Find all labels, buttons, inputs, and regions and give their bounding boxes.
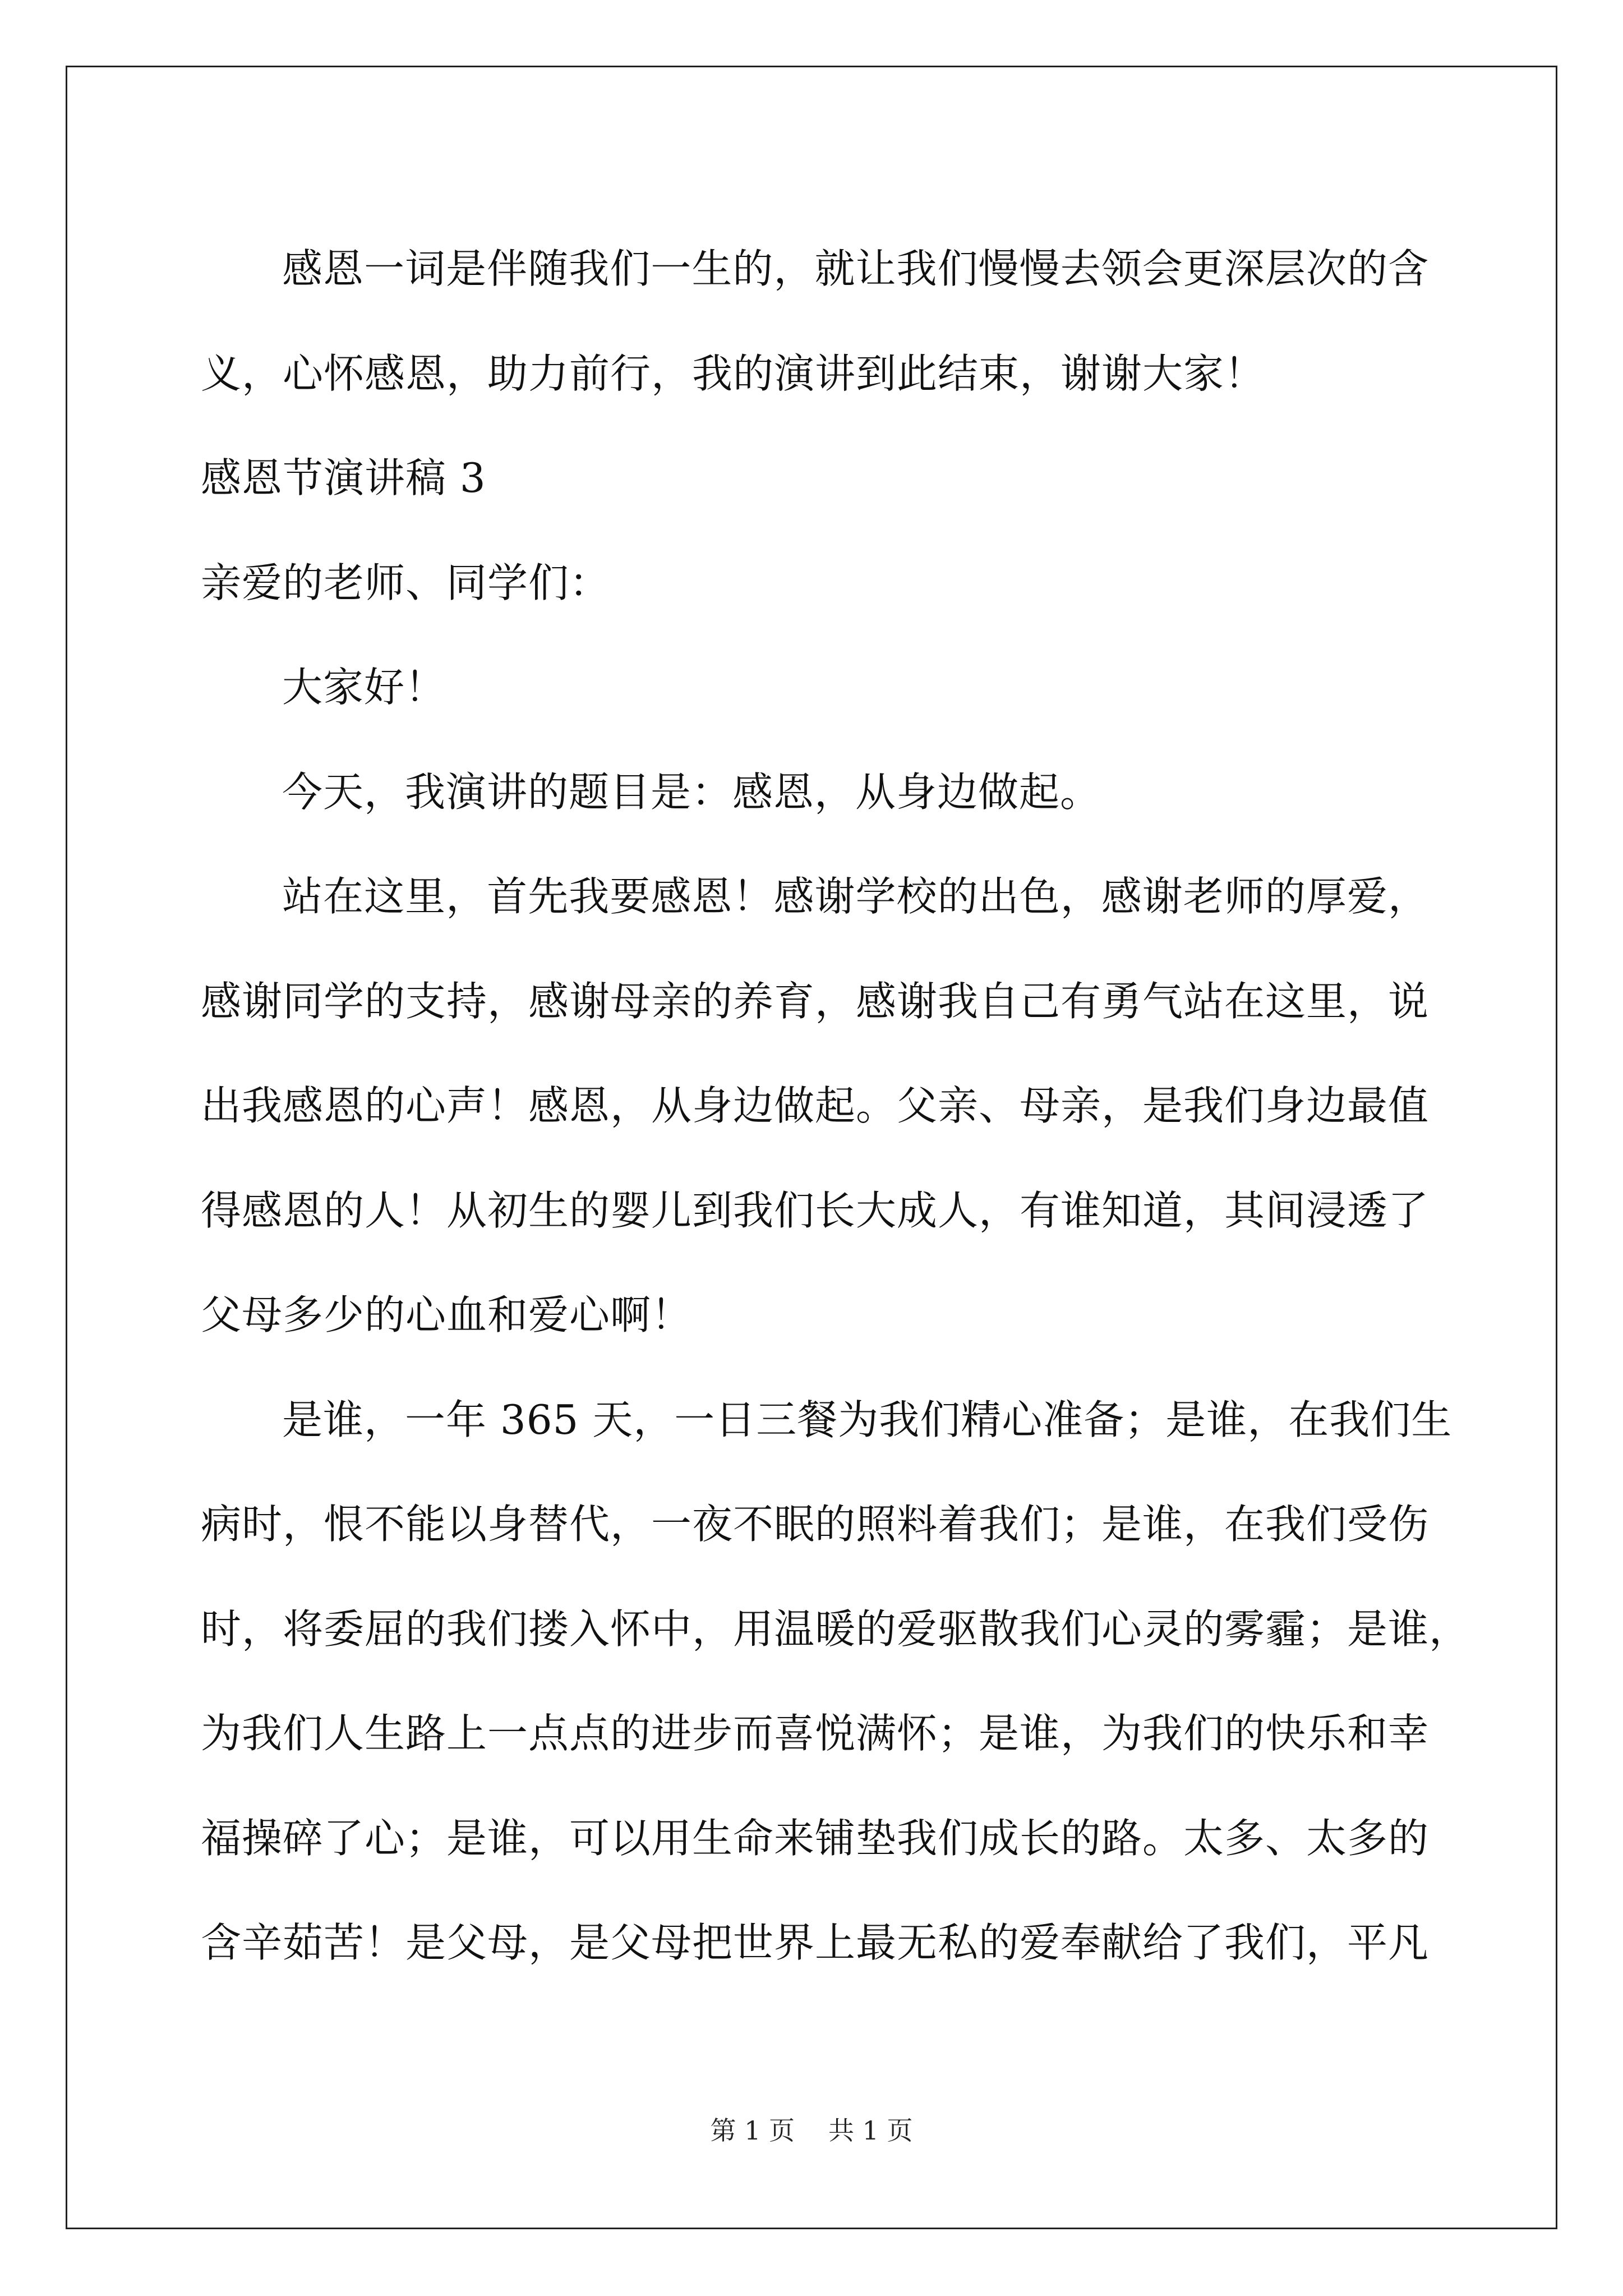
text-line-salutation: 亲爱的老师、同学们： bbox=[201, 559, 611, 606]
document-body bbox=[201, 217, 1470, 1995]
text-line-p3-l5: 福操碎了心；是谁，可以用生命来铺垫我们成长的路。太多、太多的 bbox=[201, 1814, 1430, 1862]
text-line-p1-l2: 义，心怀感恩，助力前行，我的演讲到此结束，谢谢大家！ bbox=[201, 349, 1266, 397]
text-line-p3-l4: 为我们人生路上一点点的进步而喜悦满怀；是谁，为我们的快乐和幸 bbox=[201, 1710, 1430, 1757]
text-line-p2-l4: 得感恩的人！从初生的婴儿到我们长大成人，有谁知道，其间浸透了 bbox=[201, 1186, 1430, 1234]
page-number: 第 1 页 bbox=[710, 2115, 795, 2146]
text-line-p2-l5: 父母多少的心血和爱心啊！ bbox=[201, 1291, 693, 1338]
text-line-p2-l2: 感谢同学的支持，感谢母亲的养育，感谢我自己有勇气站在这里，说 bbox=[201, 977, 1430, 1025]
text-line-p2-l1: 站在这里，首先我要感恩！感谢学校的出色，感谢老师的厚爱， bbox=[282, 873, 1429, 920]
text-line-p2-l3: 出我感恩的心声！感恩，从身边做起。父亲、母亲，是我们身边最值 bbox=[201, 1082, 1430, 1129]
text-line-greeting: 大家好！ bbox=[282, 664, 446, 711]
page-total: 共 1 页 bbox=[828, 2115, 913, 2146]
text-line-p1-l1: 感恩一词是伴随我们一生的，就让我们慢慢去领会更深层次的含 bbox=[282, 245, 1429, 292]
text-line-p3-l2: 病时，恨不能以身替代，一夜不眠的照料着我们；是谁，在我们受伤 bbox=[201, 1501, 1430, 1548]
page-footer bbox=[0, 2114, 1623, 2147]
text-line-p3-l6: 含辛茹苦！是父母，是父母把世界上最无私的爱奉献给了我们，平凡 bbox=[201, 1919, 1430, 1966]
text-line-p3-l1: 是谁，一年 365 天，一日三餐为我们精心准备；是谁，在我们生 bbox=[282, 1396, 1453, 1443]
text-line-p3-l3: 时，将委屈的我们搂入怀中，用温暖的爱驱散我们心灵的雾霾；是谁， bbox=[201, 1605, 1470, 1653]
text-line-topic: 今天，我演讲的题目是：感恩，从身边做起。 bbox=[282, 768, 1101, 816]
text-line-heading: 感恩节演讲稿 3 bbox=[201, 454, 486, 501]
